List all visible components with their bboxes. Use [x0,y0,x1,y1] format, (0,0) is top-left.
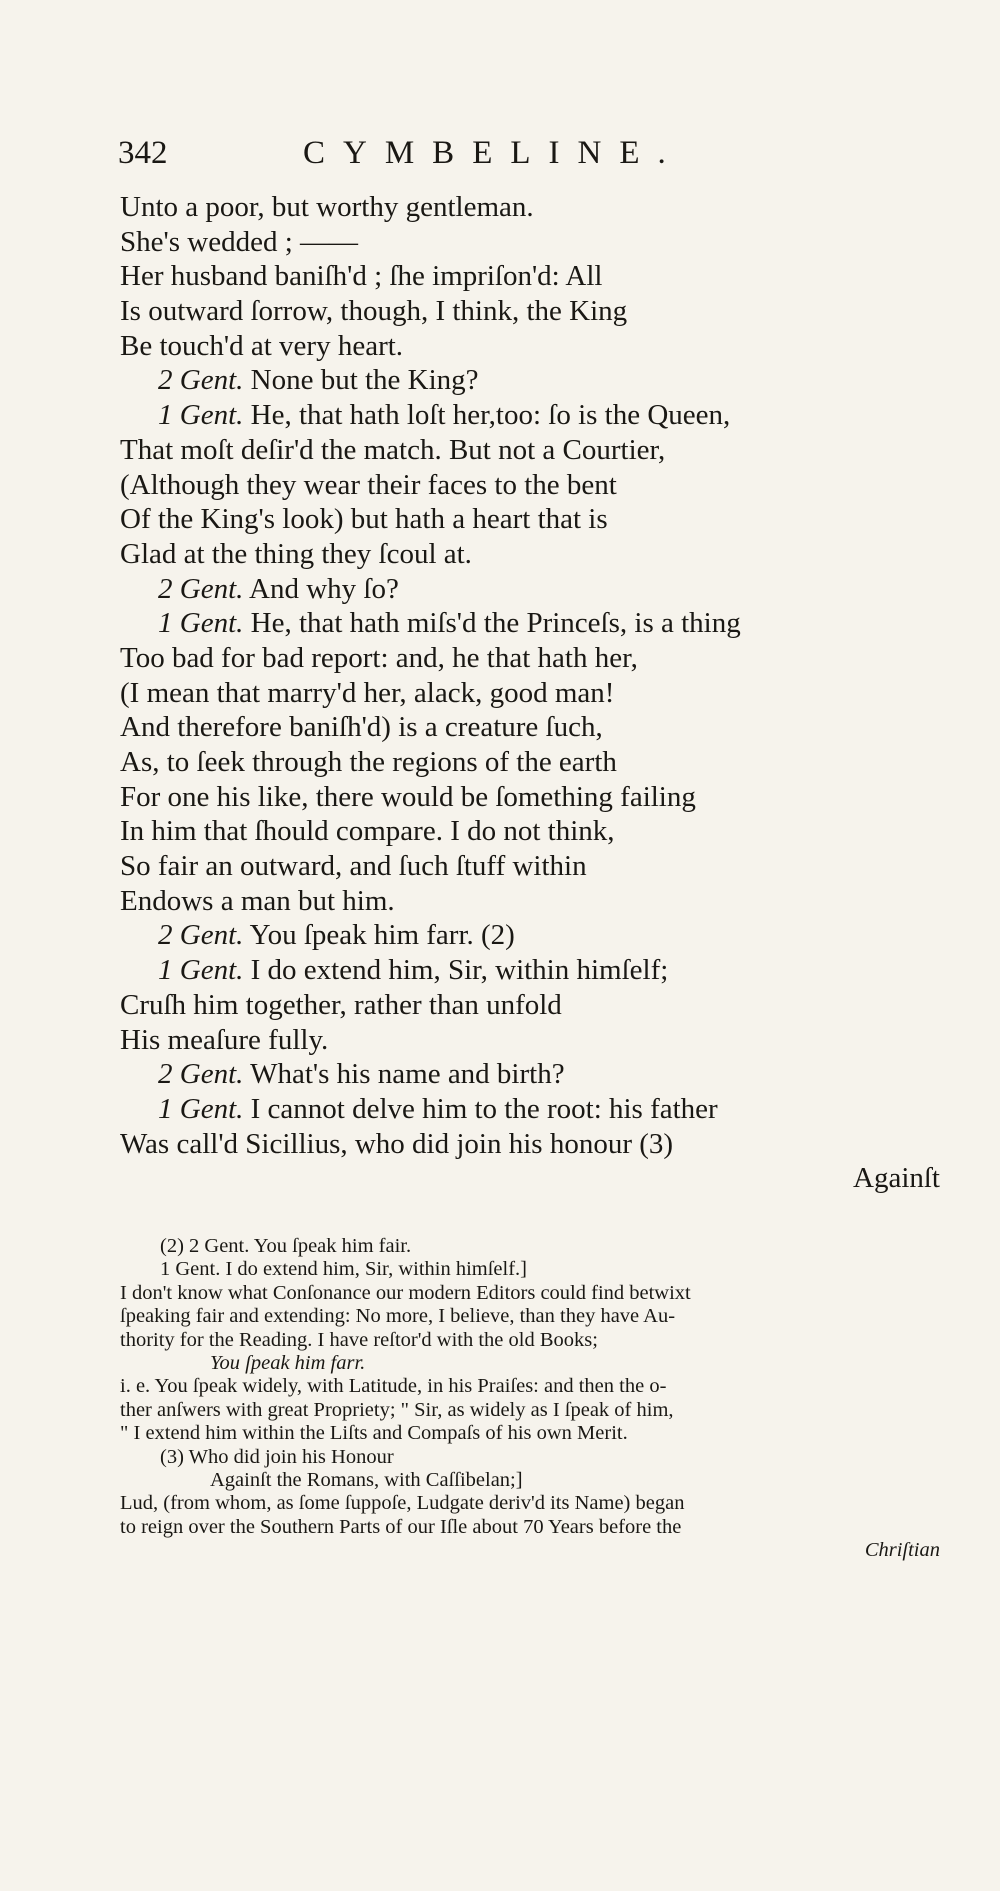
footnote-line: I don't know what Conſonance our modern Editors could find betwixt [120,1281,691,1304]
footnote-line: i. e. You ſpeak widely, with Latitude, in his Praiſes: and then the o- [120,1375,667,1398]
verse-line: 2 Gent. None but the King? [158,364,479,397]
verse-line: In him that ſhould compare. I do not think, [120,815,615,848]
verse-line: 2 Gent. What's his name and birth? [158,1058,565,1091]
verse-line: For one his like, there would be ſomething failing [120,780,696,813]
catchword: Againſt [853,1162,940,1195]
speaker-name: 2 Gent. [158,364,244,397]
speaker-name: 2 Gent. [158,919,244,952]
speaker-name: 1 Gent. [158,954,244,987]
speaker-name: 2 Gent. [158,572,244,605]
verse-line: 1 Gent. I cannot delve him to the root: his father [158,1092,718,1125]
speaker-name: 2 Gent. [158,1058,244,1091]
footnote-line: (3) Who did join his Honour [160,1445,394,1468]
footnote-line: ſpeaking fair and extending: No more, I believe, than they have Au- [120,1305,676,1328]
footnote-line: Lud, (from whom, as ſome ſuppoſe, Ludgate deriv'd its Name) began [120,1492,685,1515]
footnote-line: ther anſwers with great Propriety; " Sir, as widely as I ſpeak of him, [120,1398,674,1421]
page-number: 342 [118,135,168,171]
verse-line: As, to ſeek through the regions of the earth [120,746,617,778]
footnote-line: (2) 2 Gent. You ſpeak him fair. [160,1235,412,1257]
play-text [120,190,940,1196]
verse-line: And therefore baniſh'd) is a creature ſuch, [120,711,603,744]
verse-line: Of the King's look) but hath a heart that is [120,503,608,536]
running-title: CYMBELINE. [303,135,684,171]
verse-line: Too bad for bad report: and, he that hath her, [120,641,638,674]
footnote-line: Againſt the Romans, with Caſſibelan;] [210,1468,523,1491]
verse-line: 1 Gent. He, that hath loſt her,too: ſo is the Queen, [158,399,731,432]
verse-line: (I mean that marry'd her, alack, good man! [120,676,615,709]
verse-line: 1 Gent. I do extend him, Sir, within himſelf; [158,954,669,987]
speaker-name: 1 Gent. [158,399,244,432]
verse-line: Unto a poor, but worthy gentleman. [120,191,534,223]
footnote-catchword: Chriſtian [864,1539,940,1562]
speaker-name: 1 Gent. [158,1092,244,1125]
verse-line: Is outward ſorrow, though, I think, the King [120,295,628,328]
verse-line: So fair an outward, and ſuch ſtuff within [120,850,587,883]
footnotes [120,1235,940,1562]
footnote-line: " I extend him within the Liſts and Compaſs of his own Merit. [120,1422,628,1445]
verse-line: Was call'd Sicillius, who did join his honour (3) [120,1127,674,1160]
verse-line: She's wedded ; —— [120,225,359,258]
verse-line: Her husband baniſh'd ; ſhe impriſon'd: All [120,260,603,293]
footnote-line: You ſpeak him farr. [210,1351,366,1374]
verse-line: (Although they wear their faces to the bent [120,468,617,501]
footnote-line: thority for the Reading. I have reſtor'd with the old Books; [120,1328,598,1351]
footnote-line: 1 Gent. I do extend him, Sir, within himſelf.] [160,1258,527,1281]
verse-line: Cruſh him together, rather than unfold [120,988,562,1021]
verse-line: 2 Gent. And why ſo? [158,572,399,605]
verse-line: 1 Gent. He, that hath miſs'd the Princeſs, is a thing [158,607,741,640]
footnote-line: to reign over the Southern Parts of our Iſle about 70 Years before the [120,1515,682,1538]
verse-line: 2 Gent. You ſpeak him farr. (2) [158,919,515,952]
verse-line: Glad at the thing they ſcoul at. [120,537,472,570]
verse-line: Endows a man but him. [120,884,395,917]
verse-line: Be touch'd at very heart. [120,329,404,362]
page-header [118,128,728,178]
speaker-name: 1 Gent. [158,607,244,640]
verse-line: His meaſure fully. [120,1023,329,1056]
verse-line: That moſt deſir'd the match. But not a Courtier, [120,433,666,466]
